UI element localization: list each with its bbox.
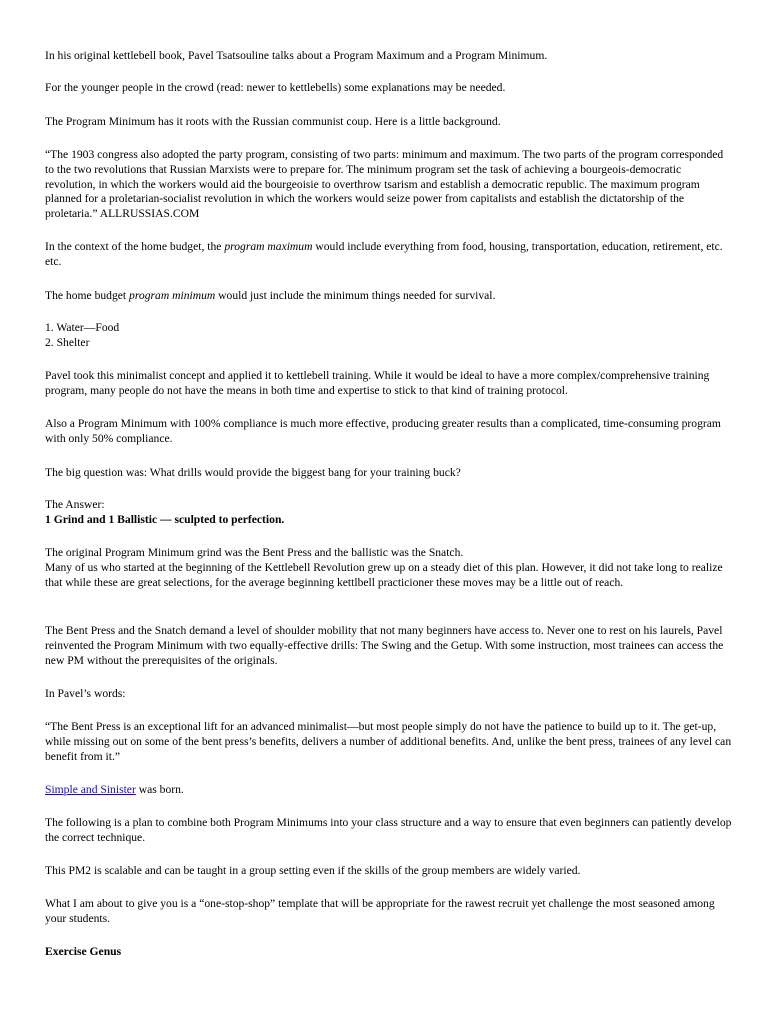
needs-list: [45, 321, 733, 351]
emphasis-program-maximum: program maximum: [224, 240, 313, 253]
text: would just include the minimum things needed for survival.: [215, 289, 496, 302]
intro-paragraph: In his original kettlebell book, Pavel Tsatsouline talks about a Program Maximum and a Program Minimum.: [45, 49, 548, 62]
original-minimum-line: The original Program Minimum grind was the Bent Press and the ballistic was the Snatch.: [45, 546, 464, 559]
template-paragraph: What I am about to give you is a “one-stop-shop” template that will be appropriate for the rawest recruit yet challenge the most seasoned among your students.: [45, 897, 715, 925]
answer-label: The Answer:: [45, 498, 105, 511]
original-minimum-paragraph: [45, 546, 733, 590]
text: would include everything from food, housing, transportation, education, retirement, etc. etc.: [45, 240, 723, 268]
revolution-text: Many of us who started at the beginning of the Kettlebell Revolution grew up on a steady diet of this plan. However, it did not take long to realize that while these are great selections, for the average beginning kettlbell practicioner these moves may be a little out of reach.: [45, 560, 723, 589]
minimalist-paragraph: Pavel took this minimalist concept and applied it to kettlebell training. While it would be ideal to have a more complex/comprehensive training program, many people do not have the means in both time and expertise to stick to that kind of training protocol.: [45, 369, 710, 397]
exercise-genus-heading: Exercise Genus: [45, 945, 122, 958]
question-paragraph: The big question was: What drills would provide the biggest bang for your training buck?: [45, 466, 461, 479]
simple-sinister-paragraph: [45, 783, 733, 798]
answer-statement: [45, 513, 733, 528]
pavel-quote: “The Bent Press is an exceptional lift for an advanced minimalist—but most people simply do not have the patience to build up to it. The get-up, while missing out on some of the bent press’s benefits, delivers a number of additional benefits. And, unlike the bent press, trainees of any level can benefit from it.”: [45, 720, 732, 763]
list-item: 2. Shelter: [45, 335, 90, 349]
plan-paragraph: The following is a plan to combine both Program Minimums into your class structure and a way to ensure that even beginners can patiently develop the correct technique.: [45, 816, 732, 844]
text: In the context of the home budget, the: [45, 240, 225, 253]
text: The home budget: [45, 289, 130, 302]
text: was born.: [135, 783, 184, 796]
mobility-paragraph: The Bent Press and the Snatch demand a level of shoulder mobility that not many beginners have access to. Never one to rest on his laurels, Pavel reinvented the Program Minimum with two equally-effective drills: The Swing and the Getup. With some instruction, most trainees can access the new PM without the prerequisites of the originals.: [45, 624, 724, 667]
compliance-paragraph: Also a Program Minimum with 100% compliance is much more effective, producing greater results than a complicated, time-consuming program with only 50% compliance.: [45, 417, 721, 445]
history-quote: “The 1903 congress also adopted the party program, consisting of two parts: minimum and maximum. The two parts of the program corresponded to the two revolutions that Russian Marxists were to prepare for. The minimum program set the task of achieving a bourgeois-democratic revolution, in which the workers would aid the bourgeoisie to overthrow tsarism and establish a democratic republic. The maximum program planned for a proletarian-socialist revolution in which the workers would seize power from capitalists and establish the dictatorship of the proletaria.” ALLRUSSIAS.COM: [45, 148, 724, 221]
emphasis-program-minimum: program minimum: [129, 289, 216, 302]
explanation-paragraph: For the younger people in the crowd (read: newer to kettlebells) some explanations may be needed.: [45, 81, 506, 94]
background-paragraph: The Program Minimum has it roots with the Russian communist coup. Here is a little background.: [45, 115, 501, 128]
scalable-paragraph: This PM2 is scalable and can be taught in a group setting even if the skills of the group members are widely varied.: [45, 864, 581, 877]
pavels-words-paragraph: In Pavel’s words:: [45, 687, 126, 700]
section-heading: [45, 945, 733, 960]
simple-and-sinister-link[interactable]: Simple and Sinister: [45, 783, 136, 796]
program-maximum-paragraph: [45, 240, 733, 270]
list-item: 1. Water—Food: [45, 321, 120, 334]
answer-block: [45, 498, 733, 528]
program-minimum-paragraph: [45, 289, 733, 304]
answer-bold-text: 1 Grind and 1 Ballistic — sculpted to perfection.: [45, 512, 285, 526]
